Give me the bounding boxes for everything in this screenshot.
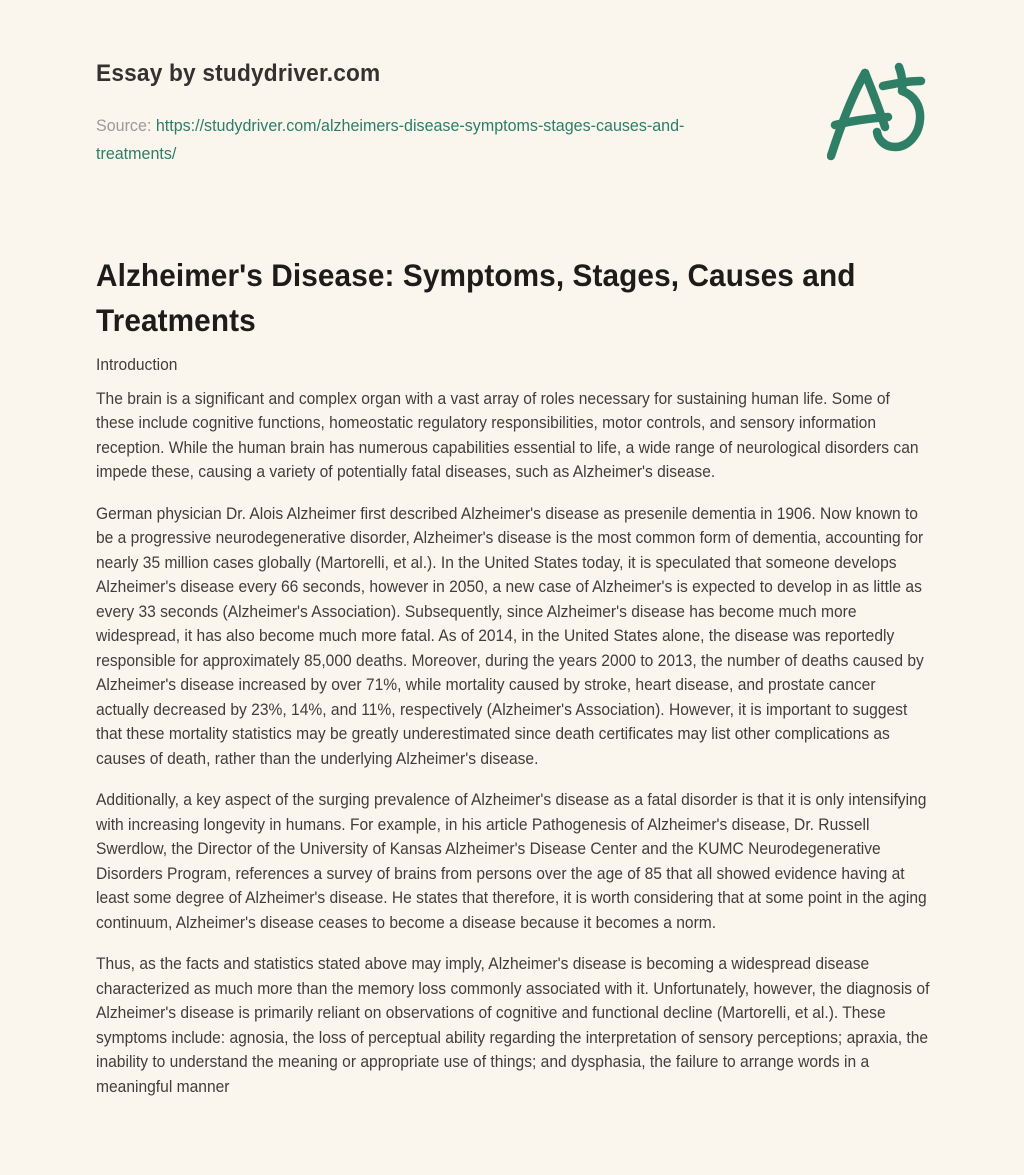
source-line [96, 112, 715, 168]
paragraph-3: Additionally, a key aspect of the surging prevalence of Alzheimer's disease as a fatal disorder is that it is only intensifying with increasing longevity in humans. For example, in his article Pathogenesis of Alzheimer's disease, Dr. Russell Swerdlow, the Director of the University of Kansas Alzheimer's Disease Center and the KUMC Neurodegenerative Disorders Program, references a survey of brains from persons over the age of 85 that all showed evidence having at least some degree of Alzheimer's disease. He states that therefore, it is worth considering that at some point in the aging continuum, Alzheimer's disease ceases to become a disease because it becomes a norm. [96, 791, 927, 932]
paragraph-4: Thus, as the facts and statistics stated above may imply, Alzheimer's disease is becoming a widespread disease characterized as much more than the memory loss commonly associated with it. Unfortunately, however, the diagnosis of Alzheimer's disease is primarily reliant on observations of cognitive and functional decline (Martorelli, et al.). These symptoms include: agnosia, the loss of perceptual ability regarding the interpretation of sensory perceptions; apraxia, the inability to understand the meaning or appropriate use of things; and dysphasia, the failure to arrange words in a meaningful manner [96, 955, 930, 1096]
article [96, 253, 928, 1099]
paragraph-2: German physician Dr. Alois Alzheimer first described Alzheimer's disease as presenile dementia in 1906. Now known to be a progressive neurodegenerative disorder, Alzheimer's disease is the most common form of dementia, accounting for nearly 35 million cases globally (Martorelli, et al.). In the United States today, it is speculated that someone develops Alzheimer's disease every 66 seconds, however in 2050, a new case of Alzheimer's is expected to develop in as little as every 33 seconds (Alzheimer's Association). Subsequently, since Alzheimer's disease has become much more widespread, it has also become much more fatal. As of 2014, in the United States alone, the disease was reportedly responsible for approximately 85,000 deaths. Moreover, during the years 2000 to 2013, the number of deaths caused by Alzheimer's disease increased by over 71%, while mortality caused by stroke, heart disease, and prostate cancer actually decreased by 23%, 14%, and 11%, respectively (Alzheimer's Association). However, it is important to suggest that these mortality statistics may be greatly underestimated since death certificates may list other complications as causes of death, rather than the underlying Alzheimer's disease. [96, 504, 924, 768]
source-label: Source: [96, 116, 156, 135]
essay-byline: Essay by studydriver.com [96, 60, 381, 87]
section-heading-introduction: Introduction [96, 356, 178, 374]
article-title: Alzheimer's Disease: Symptoms, Stages, Causes and Treatments [96, 257, 856, 338]
page-header [96, 58, 928, 168]
paragraph-1: The brain is a significant and complex organ with a vast array of roles necessary for sustaining human life. Some of these include cognitive functions, homeostatic regulatory responsibilities, motor controls, and sensory information reception. While the human brain has numerous capabilities essential to life, a wide range of neurological disorders can impede these, causing a variety of potentially fatal diseases, such as Alzheimer's disease. [96, 389, 919, 481]
source-link[interactable]: https://studydriver.com/alzheimers-disease-symptoms-stages-causes-and-treatments/ [96, 116, 685, 163]
a-plus-handwritten-icon [827, 62, 927, 166]
